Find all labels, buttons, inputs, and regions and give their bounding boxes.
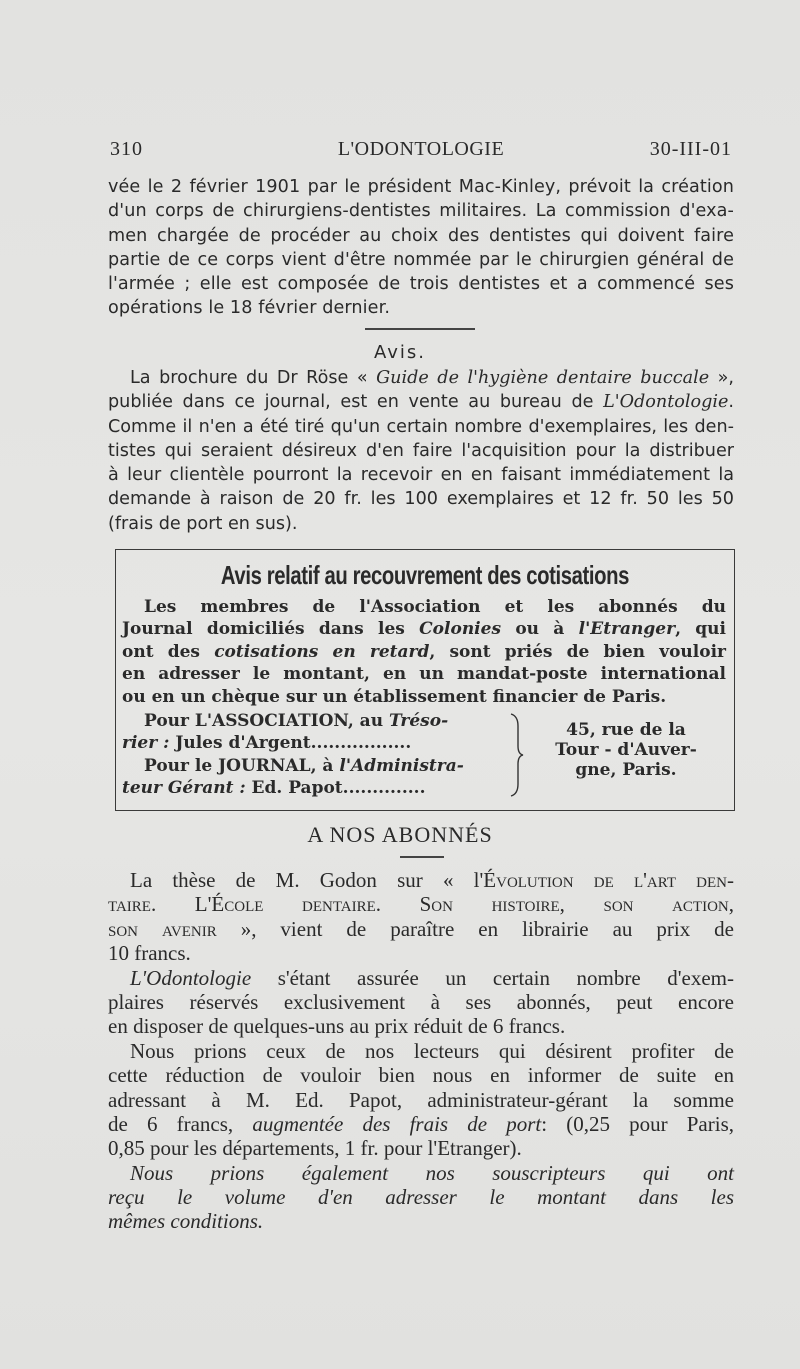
notice-title: Avis relatif au recouvrement des cotisations	[220, 560, 630, 590]
text-line: l'armée ; elle est composée de trois dentistes et a commencé ses	[108, 274, 734, 295]
paragraph-1	[108, 175, 734, 321]
text-line: taire. L'École dentaire. Son histoire, son action,	[108, 892, 734, 917]
text-line: Les membres de l'Association et les abonnés du	[144, 597, 726, 617]
text-line: ou en un chèque sur un établissement financier de Paris.	[122, 686, 667, 707]
text-line: cette réduction de vouloir bien nous en informer de suite en	[108, 1063, 734, 1088]
text-line: L'Odontologie s'étant assurée un certain nombre d'exem-	[130, 965, 734, 990]
text-line: (frais de port en sus).	[108, 513, 298, 534]
text-line: 10 francs.	[108, 941, 191, 966]
text-line: à leur clientèle pourront la recevoir en en faisant immédiatement la	[108, 465, 734, 486]
text-line: vée le 2 février 1901 par le président Mac-Kinley, prévoit la création	[108, 177, 734, 197]
text-line: d'un corps de chirurgiens-dentistes militaires. La commission d'exa-	[108, 201, 734, 222]
text-line: plaires réservés exclusivement à ses abonnés, peut encore	[108, 989, 734, 1014]
avis-paragraph	[108, 366, 734, 536]
text-line: opérations le 18 février dernier.	[108, 298, 391, 319]
text-line: Nous prions ceux de nos lecteurs qui désirent profiter de	[130, 1038, 734, 1063]
issue-date: 30-III-01	[649, 138, 732, 160]
page-number: 310	[110, 138, 143, 160]
abonnes-heading: A NOS ABONNÉS	[307, 822, 493, 847]
running-title: L'ODONTOLOGIE	[337, 138, 505, 160]
avis-heading: Avis.	[373, 342, 426, 363]
payee-list	[122, 710, 510, 800]
notice-body	[122, 596, 726, 708]
text-line: en adresser le montant, en un mandat-poste international	[122, 664, 726, 685]
brace-icon	[508, 712, 524, 798]
address-line: gne, Paris.	[575, 760, 677, 780]
text-line: La brochure du Dr Röse « Guide de l'hygiène dentaire buccale »,	[130, 368, 734, 388]
text-line: partie de ce corps vient d'être nommée par le chirurgien général de	[108, 249, 734, 270]
text-line: 0,85 pour les départements, 1 fr. pour l'Etranger).	[108, 1136, 522, 1161]
text-line: tistes qui seraient désireux d'en faire l'acquisition pour la distribuer	[108, 440, 734, 461]
payee-line: rier : Jules d'Argent.................	[122, 733, 412, 754]
payee-line: Pour le JOURNAL, à l'Administra-	[144, 755, 464, 776]
text-line: de 6 francs, augmentée des frais de port: (0,25 pour Paris,	[108, 1111, 735, 1136]
text-line: en disposer de quelques-uns au prix réduit de 6 francs.	[108, 1014, 566, 1039]
text-line: ont des cotisations en retard, sont priés de bien vouloir	[122, 641, 726, 662]
text-line: adressant à M. Ed. Papot, administrateur-gérant la somme	[108, 1087, 734, 1112]
text-line: demande à raison de 20 fr. les 100 exemplaires et 12 fr. 50 les 50	[108, 489, 734, 510]
abonnes-paragraph	[108, 868, 734, 1234]
text-line: men chargée de procéder au choix des dentistes qui doivent faire	[108, 225, 734, 246]
text-line: Journal domiciliés dans les Colonies ou à l'Etranger, qui	[122, 619, 726, 640]
text-line: Nous prions également nos souscripteurs qui ont	[130, 1160, 734, 1185]
text-line: son avenir », vient de paraître en librairie au prix de	[108, 916, 734, 941]
payee-line: Pour L'ASSOCIATION, au Tréso-	[144, 711, 449, 731]
text-line: publiée dans ce journal, est en vente au bureau de L'Odontologie.	[108, 392, 734, 413]
payee-section	[122, 710, 726, 802]
text-line: Comme il n'en a été tiré qu'un certain nombre d'exemplaires, les den-	[108, 416, 734, 437]
text-line: mêmes conditions.	[108, 1209, 264, 1234]
payee-line: teur Gérant : Ed. Papot..............	[122, 778, 426, 799]
text-line: reçu le volume d'en adresser le montant dans les	[108, 1185, 734, 1210]
text-line: La thèse de M. Godon sur « l'Évolution de l'art den-	[130, 868, 735, 892]
section-divider	[400, 856, 444, 858]
section-divider	[365, 328, 475, 330]
address-line: 45, rue de la	[566, 720, 686, 740]
address-block	[528, 720, 724, 780]
cotisations-notice-box	[115, 549, 735, 811]
running-header	[110, 138, 732, 166]
address-line: Tour - d'Auver-	[555, 740, 697, 760]
